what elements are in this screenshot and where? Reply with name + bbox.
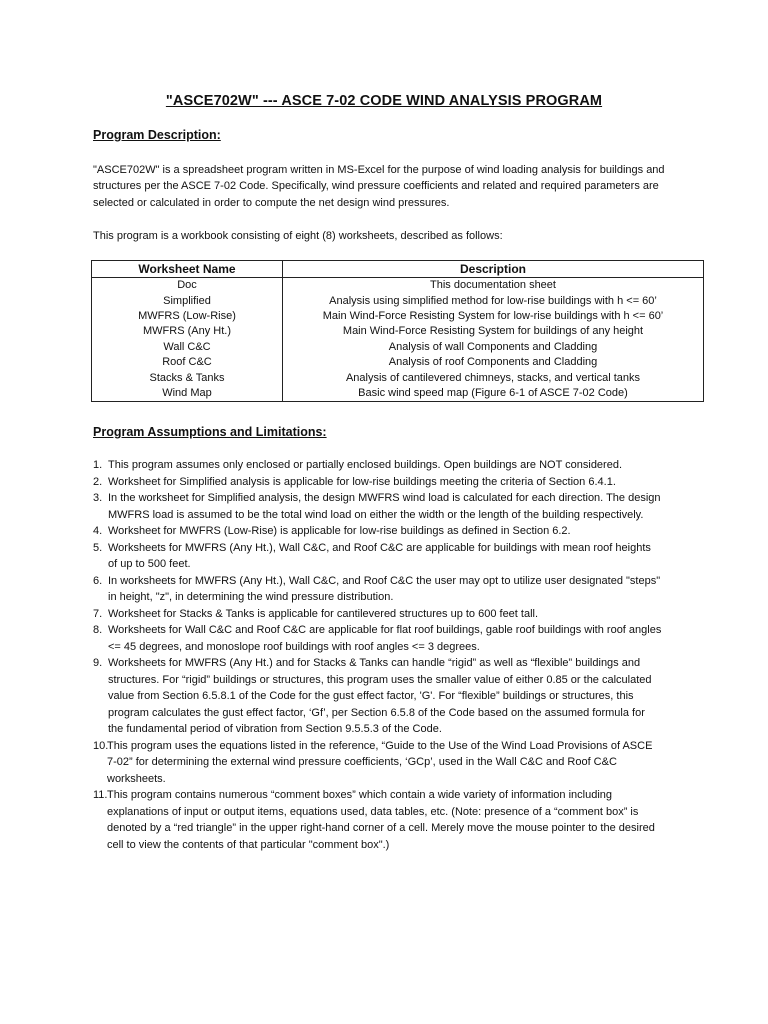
list-item-number: 5. <box>93 541 103 554</box>
list-item <box>93 738 663 788</box>
list-item-number: 1. <box>93 459 103 471</box>
worksheet-description-cell: This documentation sheet <box>283 278 704 294</box>
list-item-text: Worksheet for MWFRS (Low-Rise) is applicable for low-rise buildings as defined in Section 6.2. <box>108 525 571 537</box>
list-item-number: 4. <box>93 525 103 537</box>
worksheet-name-cell: Doc <box>92 278 283 294</box>
list-item-text: Worksheet for Stacks & Tanks is applicable for cantilevered structures up to 600 feet tall. <box>108 607 539 620</box>
list-item <box>93 457 663 474</box>
list-item-text: Worksheet for Simplified analysis is applicable for low-rise buildings meeting the criteria of Section 6.4.1. <box>108 475 616 488</box>
worksheet-description-cell: Analysis using simplified method for low-rise buildings with h <= 60’ <box>283 293 704 308</box>
worksheet-description-cell: Analysis of wall Components and Cladding <box>283 340 704 355</box>
program-description-heading: Program Description: <box>93 128 221 142</box>
list-item-text: Worksheets for MWFRS (Any Ht.), Wall C&C, and Roof C&C are applicable for buildings with mean roof heights of up to 500 feet. <box>108 541 651 570</box>
list-item <box>93 540 663 573</box>
list-item-number: 3. <box>93 492 103 504</box>
table-row <box>92 386 704 402</box>
list-item-text: In worksheets for MWFRS (Any Ht.), Wall C&C, and Roof C&C the user may opt to utilize user designated "steps" in height, "z", in determining the wind pressure distribution. <box>108 574 661 603</box>
worksheet-name-cell: Simplified <box>92 293 283 308</box>
table-row <box>92 293 704 308</box>
description-paragraph: "ASCE702W" is a spreadsheet program written in MS-Excel for the purpose of wind loading analysis for buildings and structures per the ASCE 7-02 Code. Specifically, wind pressure coefficients and related and required parameters are selected or calculated in order to compute the net design wind pressures. <box>93 164 665 209</box>
list-item-number: 9. <box>93 657 103 669</box>
worksheet-table <box>91 260 704 402</box>
list-item-text: This program contains numerous “comment boxes” which contain a wide variety of information including explanations of input or output items, equations used, data tables, etc. (Note: presence of a “comment box” is denoted by a “red triangle” in the upper right-hand corner of a cell. Merely move the mouse pointer to the desired cell to view the contents of that particular "comment box".) <box>107 789 655 851</box>
worksheet-description-cell: Analysis of roof Components and Cladding <box>283 355 704 370</box>
list-item-text: In the worksheet for Simplified analysis, the design MWFRS wind load is calculated for each direction. The design MWFRS load is assumed to be the total wind load on either the width or the length of the building respectively. <box>108 492 661 521</box>
list-item <box>93 622 663 655</box>
assumptions-list <box>93 457 663 853</box>
list-item-text: This program uses the equations listed in the reference, “Guide to the Use of the Wind Load Provisions of ASCE 7-02” for determining the external wind pressure coefficients, ‘GCp’, used in the Wall C&C and Roof C&C worksheets. <box>107 739 653 785</box>
document-title: "ASCE702W" --- ASCE 7-02 CODE WIND ANALYSIS PROGRAM <box>165 93 603 109</box>
list-item <box>93 573 663 606</box>
table-row <box>92 340 704 355</box>
worksheet-name-cell: MWFRS (Low-Rise) <box>92 309 283 324</box>
list-item-text: This program assumes only enclosed or partially enclosed buildings. Open buildings are NOT considered. <box>108 459 623 471</box>
worksheet-name-cell: Stacks & Tanks <box>92 370 283 385</box>
table-header-row <box>92 261 704 278</box>
table-row <box>92 309 704 324</box>
list-item <box>93 523 663 540</box>
table-row <box>92 278 704 294</box>
workbook-intro-paragraph: This program is a workbook consisting of eight (8) worksheets, described as follows: <box>93 230 503 242</box>
list-item-number: 10. <box>93 739 109 752</box>
worksheet-description-cell: Analysis of cantilevered chimneys, stacks, and vertical tanks <box>283 370 704 385</box>
list-item-text: Worksheets for MWFRS (Any Ht.) and for Stacks & Tanks can handle “rigid” as well as “flexible” buildings and structures. For “rigid” buildings or structures, this program uses the smaller value of either 0.85 or the calculated value from Section 6.5.8.1 of the Code for the gust effect factor, 'G'. For “flexible” buildings or structures, this program calculates the gust effect factor, ‘Gf’, per Section 6.5.8 of the Code based on the assumed formula for the fundamental period of vibration from Section 9.5.5.3 of the Code. <box>108 657 652 735</box>
list-item <box>93 787 663 853</box>
list-item-number: 8. <box>93 624 103 636</box>
list-item <box>93 655 663 738</box>
list-item-text: Worksheets for Wall C&C and Roof C&C are applicable for flat roof buildings, gable roof buildings with roof angles <= 45 degrees, and monoslope roof buildings with roof angles <= 3 degrees. <box>108 624 662 653</box>
list-item-number: 7. <box>93 607 103 620</box>
worksheet-name-cell: MWFRS (Any Ht.) <box>92 324 283 339</box>
worksheet-name-cell: Wall C&C <box>92 340 283 355</box>
table-row <box>92 370 704 385</box>
worksheet-description-cell: Basic wind speed map (Figure 6-1 of ASCE 7-02 Code) <box>283 386 704 402</box>
column-header-description: Description <box>283 261 704 278</box>
worksheet-description-cell: Main Wind-Force Resisting System for buildings of any height <box>283 324 704 339</box>
list-item-number: 2. <box>93 475 103 488</box>
worksheet-description-cell: Main Wind-Force Resisting System for low-rise buildings with h <= 60’ <box>283 309 704 324</box>
list-item <box>93 474 663 491</box>
list-item <box>93 606 663 623</box>
list-item <box>93 490 663 523</box>
column-header-worksheet-name: Worksheet Name <box>92 261 283 278</box>
assumptions-heading: Program Assumptions and Limitations: <box>93 425 327 439</box>
worksheet-name-cell: Wind Map <box>92 386 283 402</box>
table-row <box>92 355 704 370</box>
worksheet-name-cell: Roof C&C <box>92 355 283 370</box>
table-row <box>92 324 704 339</box>
list-item-number: 11. <box>93 789 108 801</box>
list-item-number: 6. <box>93 574 103 587</box>
